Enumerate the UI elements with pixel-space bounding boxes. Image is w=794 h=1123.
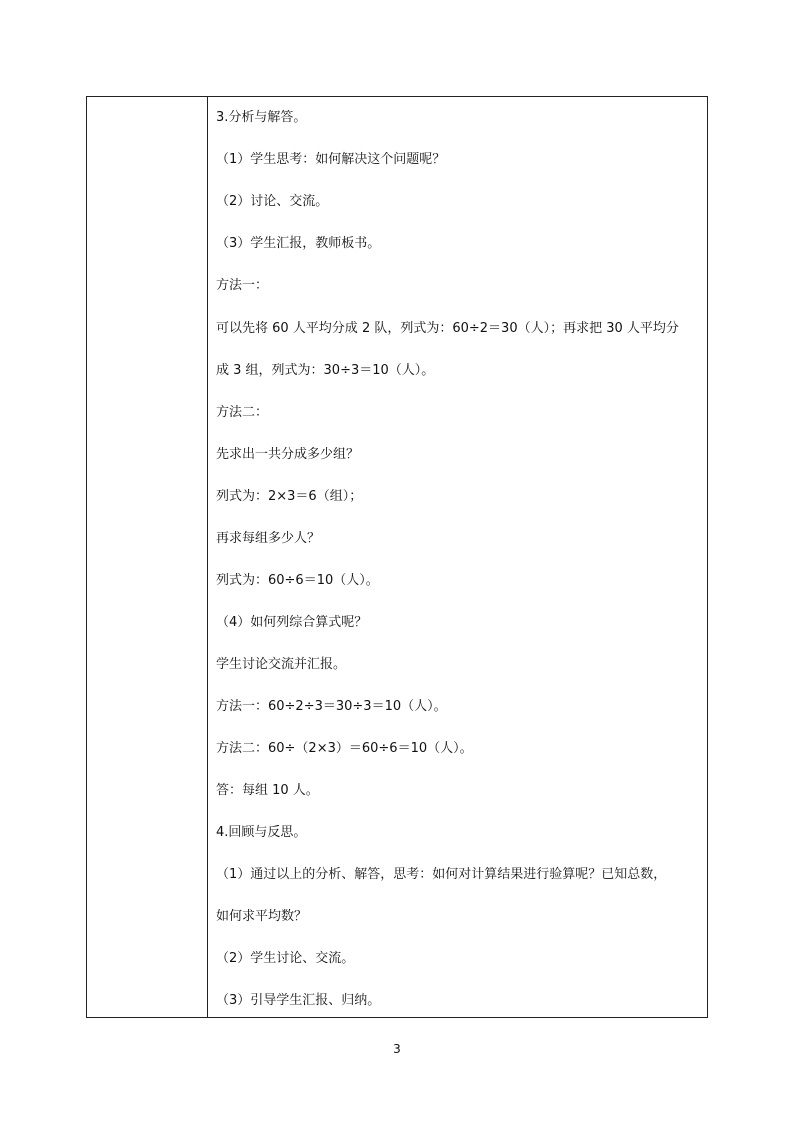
text-line: （3）引导学生汇报、归纳。 xyxy=(216,993,381,1008)
text-line: （4）如何列综合算式呢？ xyxy=(216,615,368,630)
text-line: 答：每组 10 人。 xyxy=(216,783,319,798)
text-line: （2）学生讨论、交流。 xyxy=(216,951,355,966)
text-line: 方法一： xyxy=(216,278,269,293)
text-line: 方法一：60÷2÷3＝30÷3＝10（人）。 xyxy=(216,699,447,714)
page-number: 3 xyxy=(393,1042,401,1056)
text-line: 3.分析与解答。 xyxy=(216,110,307,125)
text-line: 4.回顾与反思。 xyxy=(216,825,307,840)
text-line: （2）讨论、交流。 xyxy=(216,194,329,209)
text-line: （3）学生汇报，教师板书。 xyxy=(216,236,381,251)
text-line: 可以先将 60 人平均分成 2 队，列式为：60÷2＝30（人）；再求把 30 人平均分 xyxy=(216,321,679,336)
text-line: （1）通过以上的分析、解答，思考：如何对计算结果进行验算呢？已知总数， xyxy=(216,867,667,882)
column-divider xyxy=(207,96,208,1018)
text-line: 列式为：2×3＝6（组）； xyxy=(216,489,363,504)
text-line: 列式为：60÷6＝10（人）。 xyxy=(216,573,379,588)
text-line: 成 3 组，列式为：30÷3＝10（人）。 xyxy=(216,363,435,378)
text-line: （1）学生思考：如何解决这个问题呢？ xyxy=(216,152,446,167)
text-line: 方法二： xyxy=(216,405,269,420)
text-line: 再求每组多少人？ xyxy=(216,531,321,546)
text-line: 学生讨论交流并汇报。 xyxy=(216,657,347,672)
text-line: 先求出一共分成多少组？ xyxy=(216,447,360,462)
text-line: 方法二：60÷（2×3）＝60÷6＝10（人）。 xyxy=(216,741,473,756)
text-line: 如何求平均数？ xyxy=(216,909,308,924)
